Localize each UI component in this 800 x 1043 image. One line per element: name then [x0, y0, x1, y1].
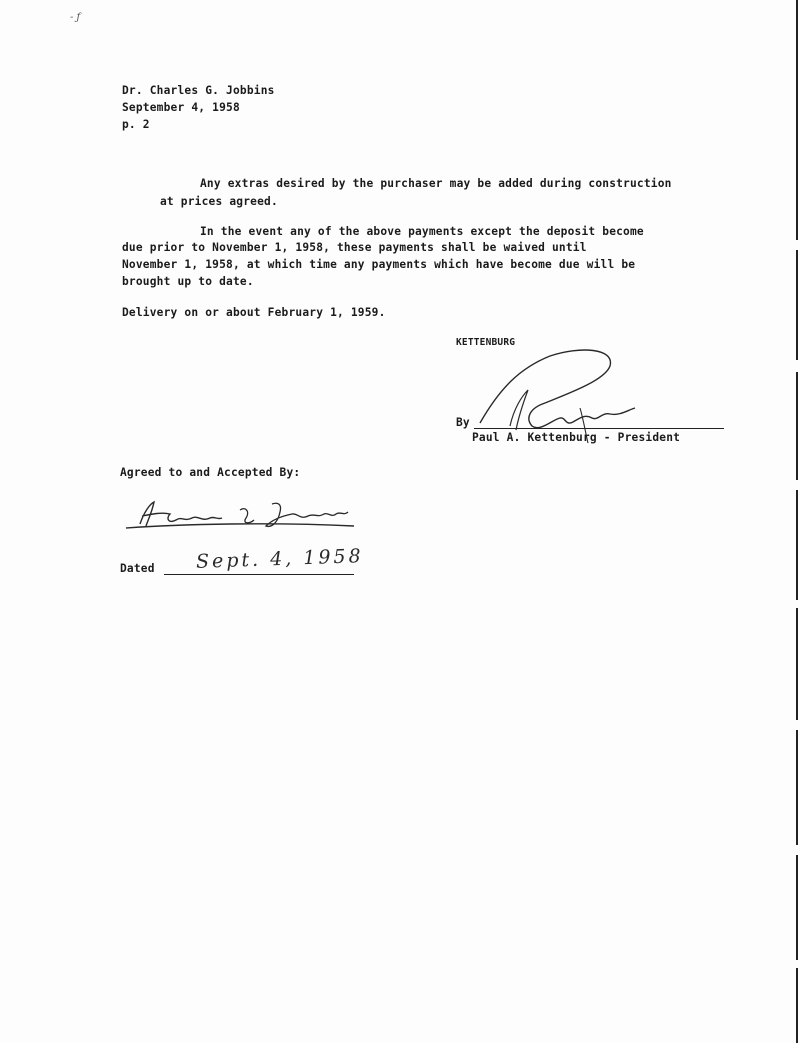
buyer-signature [122, 498, 362, 534]
header-date: September 4, 1958 [122, 101, 240, 114]
accepted-by-label: Agreed to and Accepted By: [120, 466, 301, 479]
dated-line [164, 574, 354, 575]
delivery-terms: Delivery on or about February 1, 1959. [122, 306, 386, 319]
paragraph-payments-line-1: In the event any of the above payments except the deposit become [200, 225, 644, 238]
paragraph-payments-line-4: brought up to date. [122, 275, 254, 288]
corner-mark: - ƒ [70, 12, 81, 23]
header-recipient: Dr. Charles G. Jobbins [122, 84, 275, 97]
seller-by-label: By [456, 416, 470, 429]
seller-company-name: KETTENBURG [456, 337, 516, 348]
paragraph-payments-line-3: November 1, 1958, at which time any payments which have become due will be [122, 258, 636, 271]
dated-label: Dated [120, 562, 155, 575]
dated-value: Sept. 4, 1958 [195, 545, 365, 573]
paragraph-extras-line-1: Any extras desired by the purchaser may be added during construction [200, 177, 672, 190]
paragraph-extras-line-2: at prices agreed. [160, 195, 278, 208]
scan-edge-line [796, 0, 798, 1043]
header-page-number: p. 2 [122, 118, 150, 131]
paragraph-payments-line-2: due prior to November 1, 1958, these payments shall be waived until [122, 241, 587, 254]
seller-signer-name: Paul A. Kettenburg - President [472, 431, 681, 444]
